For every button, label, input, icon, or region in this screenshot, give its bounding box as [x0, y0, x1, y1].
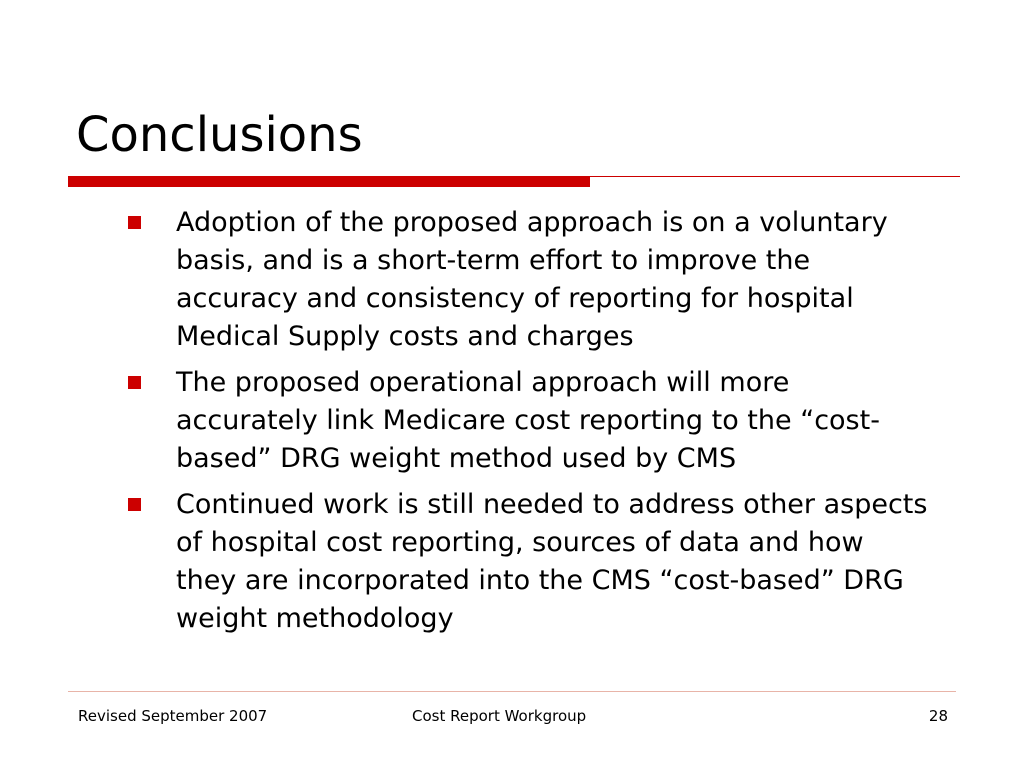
bullet-text: Adoption of the proposed approach is on a voluntary basis, and is a short-term effort to improve the accuracy and consistency of reporting for hospital Medical Supply costs and charges — [176, 207, 888, 352]
slide-title: Conclusions — [76, 107, 363, 163]
bullet-item — [128, 486, 928, 638]
bullet-text: The proposed operational approach will more accurately link Medicare cost reporting to the “cost-based” DRG weight method used by CMS — [176, 367, 880, 474]
footer-date: Revised September 2007 — [78, 707, 268, 725]
bullet-text: Continued work is still needed to address other aspects of hospital cost reporting, sources of data and how they are incorporated into the CMS “cost-based” DRG weight methodology — [176, 489, 928, 634]
bullet-item — [128, 204, 928, 356]
square-bullet-icon — [128, 498, 141, 511]
title-underline-thick — [68, 176, 590, 187]
page-number: 28 — [928, 707, 948, 725]
square-bullet-icon — [128, 376, 141, 389]
title-underline-thin — [590, 176, 960, 177]
bullet-list — [128, 204, 928, 646]
square-bullet-icon — [128, 216, 141, 229]
footer-group: Cost Report Workgroup — [412, 707, 587, 725]
bullet-item — [128, 364, 928, 478]
footer-divider — [68, 691, 956, 692]
